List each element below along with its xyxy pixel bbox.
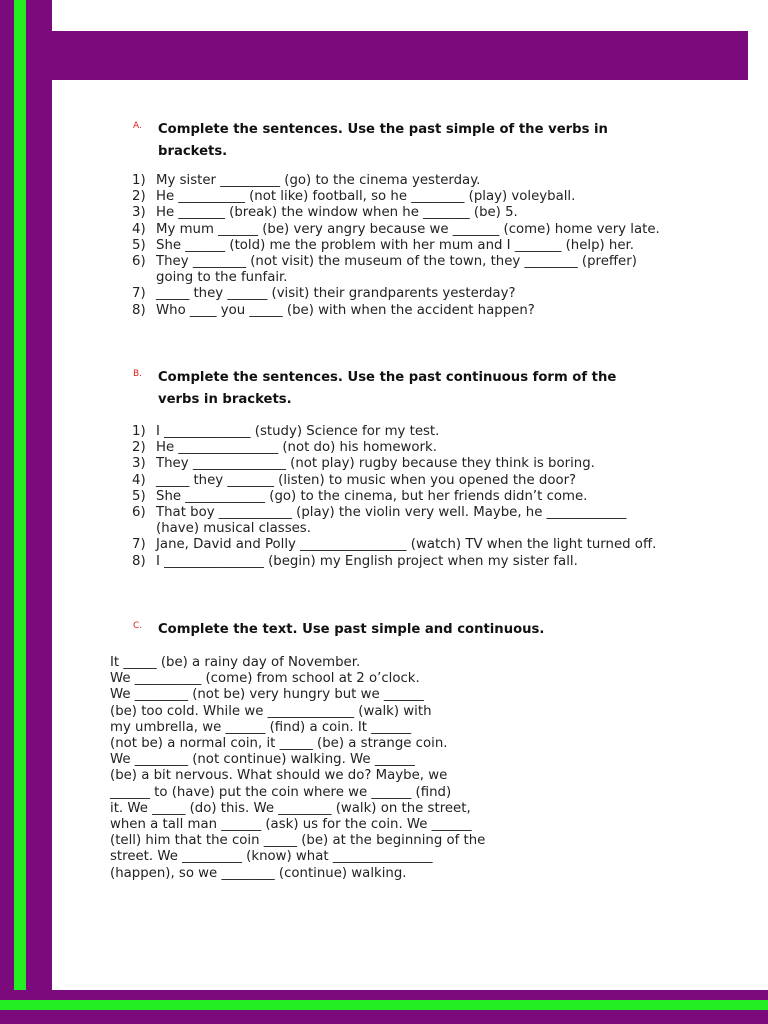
item-text: I _______________ (begin) my English project when my sister fall. [156,553,578,569]
list-item [132,222,672,238]
list-item [132,205,672,221]
item-number: 6) [132,254,146,270]
list-item [132,303,672,319]
header-banner [52,31,748,80]
text-line: We __________ (come) from school at 2 o’clock. [110,671,420,687]
section-c-letter: C. [133,621,143,631]
item-text: _____ they _______ (listen) to music when you opened the door? [156,472,577,488]
section-b-exercises [132,424,672,570]
item-number: 7) [132,286,146,302]
list-item [132,286,672,302]
item-number: 5) [132,488,146,504]
section-c-title: Complete the text. Use past simple and continuous. [158,622,545,637]
item-number: 5) [132,237,146,253]
list-item [132,189,672,205]
item-text: She ____________ (go) to the cinema, but her friends didn’t come. [156,488,588,504]
text-line: my umbrella, we ______ (find) a coin. It ______ [110,719,412,735]
item-text: Jane, David and Polly ________________ (watch) TV when the light turned off. [156,537,657,553]
left-border-green [14,0,26,1000]
item-number: 1) [132,173,146,188]
section-a-exercises [132,173,672,319]
list-item [132,173,672,189]
item-text: They ______________ (not play) rugby because they think is boring. [156,456,595,472]
item-number: 4) [132,221,146,237]
item-text: _____ they ______ (visit) their grandparents yesterday? [156,286,516,302]
item-number: 2) [132,440,146,456]
item-number: 1) [132,424,146,439]
item-number: 7) [132,537,146,553]
bottom-border-purple-outer [0,1010,768,1024]
item-text: My sister _________ (go) to the cinema yesterday. [156,173,481,188]
item-text: They ________ (not visit) the museum of the town, they ________ (preffer) going to the funfair. [156,254,637,286]
list-item [132,440,672,456]
section-c-text [110,655,550,882]
item-number: 3) [132,205,146,221]
section-b-letter: B. [133,369,143,379]
text-line: It _____ (be) a rainy day of November. [110,655,361,670]
list-item [132,554,672,570]
text-line: (be) too cold. While we _____________ (walk) with [110,703,432,719]
item-text: She ______ (told) me the problem with her mum and I _______ (help) her. [156,237,635,253]
item-text: That boy ___________ (play) the violin very well. Maybe, he ____________ (have) musical classes. [156,505,627,537]
item-text: He _______________ (not do) his homework. [156,440,437,456]
section-b-heading [133,367,653,411]
section-a-title: Complete the sentences. Use the past simple of the verbs in brackets. [158,122,608,159]
text-line: (happen), so we ________ (continue) walking. [110,865,407,881]
list-item [132,456,672,472]
text-line: We ________ (not continue) walking. We ______ [110,752,415,768]
text-line: ______ to (have) put the coin where we ______ (find) [110,784,452,800]
item-text: He __________ (not like) football, so he ________ (play) voleyball. [156,189,576,205]
section-a-heading [133,119,653,163]
item-text: He _______ (break) the window when he _______ (be) 5. [156,205,518,221]
section-a-letter: A. [133,121,142,131]
item-number: 6) [132,505,146,521]
text-line: (tell) him that the coin _____ (be) at the beginning of the [110,833,486,849]
item-number: 8) [132,302,146,318]
text-line: We ________ (not be) very hungry but we ______ [110,687,424,703]
item-text: I _____________ (study) Science for my test. [156,424,440,439]
item-text: My mum ______ (be) very angry because we _______ (come) home very late. [156,221,660,237]
text-line: (be) a bit nervous. What should we do? Maybe, we [110,768,448,784]
text-line: when a tall man ______ (ask) us for the coin. We ______ [110,817,472,833]
list-item [132,238,672,254]
item-number: 2) [132,189,146,205]
text-line: (not be) a normal coin, it _____ (be) a strange coin. [110,736,448,752]
list-item [132,537,672,553]
text-line: street. We _________ (know) what _______________ [110,849,433,865]
bottom-border-green [0,1000,768,1010]
section-c-heading [133,619,653,641]
list-item [132,489,672,505]
item-number: 3) [132,456,146,472]
left-border-purple-inner [26,0,52,1000]
list-item [132,505,672,537]
list-item [132,424,672,440]
section-b-title: Complete the sentences. Use the past continuous form of the verbs in brackets. [158,370,617,407]
item-text: Who ____ you _____ (be) with when the accident happen? [156,302,535,318]
list-item [132,254,672,286]
item-number: 8) [132,553,146,569]
text-line: it. We _____ (do) this. We ________ (walk) on the street, [110,800,471,816]
left-border-purple [0,0,14,1024]
item-number: 4) [132,472,146,488]
list-item [132,473,672,489]
